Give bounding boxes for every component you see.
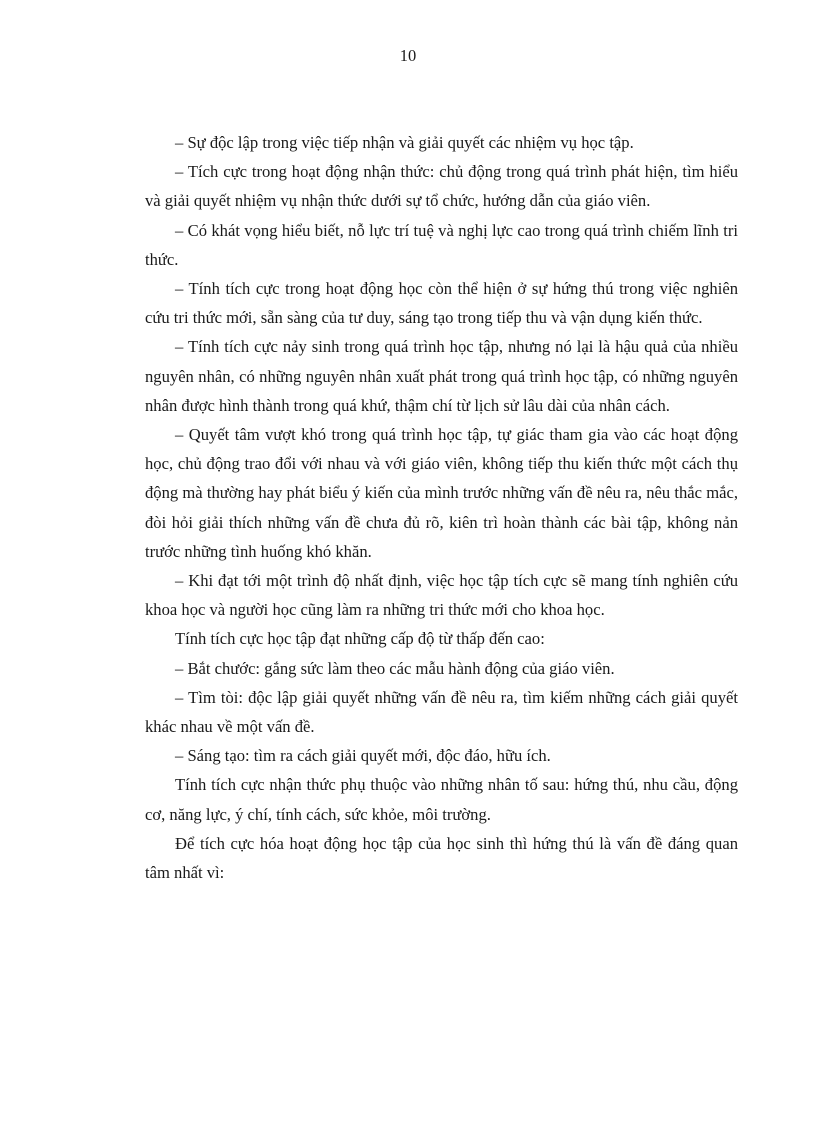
paragraph: – Tích cực trong hoạt động nhận thức: chủ động trong quá trình phát hiện, tìm hiểu và giải quyết nhiệm vụ nhận thức dưới sự tổ chức, hướng dẫn của giáo viên.: [145, 162, 738, 211]
page-number: 10: [399, 46, 417, 65]
paragraph: – Bắt chước: gắng sức làm theo các mẫu hành động của giáo viên.: [175, 658, 615, 678]
paragraph: – Tính tích cực trong hoạt động học còn thể hiện ở sự hứng thú trong việc nghiên cứu tri thức mới, sẵn sàng của tư duy, sáng tạo trong tiếp thu và vận dụng kiến thức.: [145, 279, 738, 328]
paragraph: – Tìm tòi: độc lập giải quyết những vấn đề nêu ra, tìm kiếm những cách giải quyết khác nhau về một vấn đề.: [145, 687, 738, 737]
paragraph: Để tích cực hóa hoạt động học tập của học sinh thì hứng thú là vấn đề đáng quan tâm nhất vì:: [145, 833, 738, 883]
paragraph: – Sự độc lập trong việc tiếp nhận và giải quyết các nhiệm vụ học tập.: [175, 133, 634, 152]
paragraph: – Sáng tạo: tìm ra cách giải quyết mới, độc đáo, hữu ích.: [175, 746, 551, 766]
paragraph: – Quyết tâm vượt khó trong quá trình học tập, tự giác tham gia vào các hoạt động học, chủ động trao đổi với nhau và với giáo viên, không tiếp thu kiến thức một cách thụ động mà thường hay phát biểu ý kiến của mình trước những vấn đề nêu ra, nêu thắc mắc, đòi hỏi giải thích những vấn đề chưa đủ rõ, kiên trì hoàn thành các bài tập, không nản trước những tình huống khó khăn.: [145, 425, 738, 561]
paragraph: Tính tích cực nhận thức phụ thuộc vào những nhân tố sau: hứng thú, nhu cầu, động cơ, năng lực, ý chí, tính cách, sức khỏe, môi trường.: [145, 775, 738, 824]
paragraph: – Khi đạt tới một trình độ nhất định, việc học tập tích cực sẽ mang tính nghiên cứu khoa học và người học cũng làm ra những tri thức mới cho khoa học.: [145, 571, 738, 620]
paragraph: – Có khát vọng hiểu biết, nỗ lực trí tuệ và nghị lực cao trong quá trình chiếm lĩnh tri thức.: [145, 220, 738, 269]
paragraph: – Tính tích cực nảy sinh trong quá trình học tập, nhưng nó lại là hậu quả của nhiều nguyên nhân, có những nguyên nhân xuất phát trong quá trình học tập, có những nguyên nhân được hình thành trong quá khứ, thậm chí từ lịch sử lâu dài của nhân cách.: [145, 337, 738, 415]
document-body: [145, 128, 738, 887]
paragraph: Tính tích cực học tập đạt những cấp độ từ thấp đến cao:: [175, 629, 545, 649]
